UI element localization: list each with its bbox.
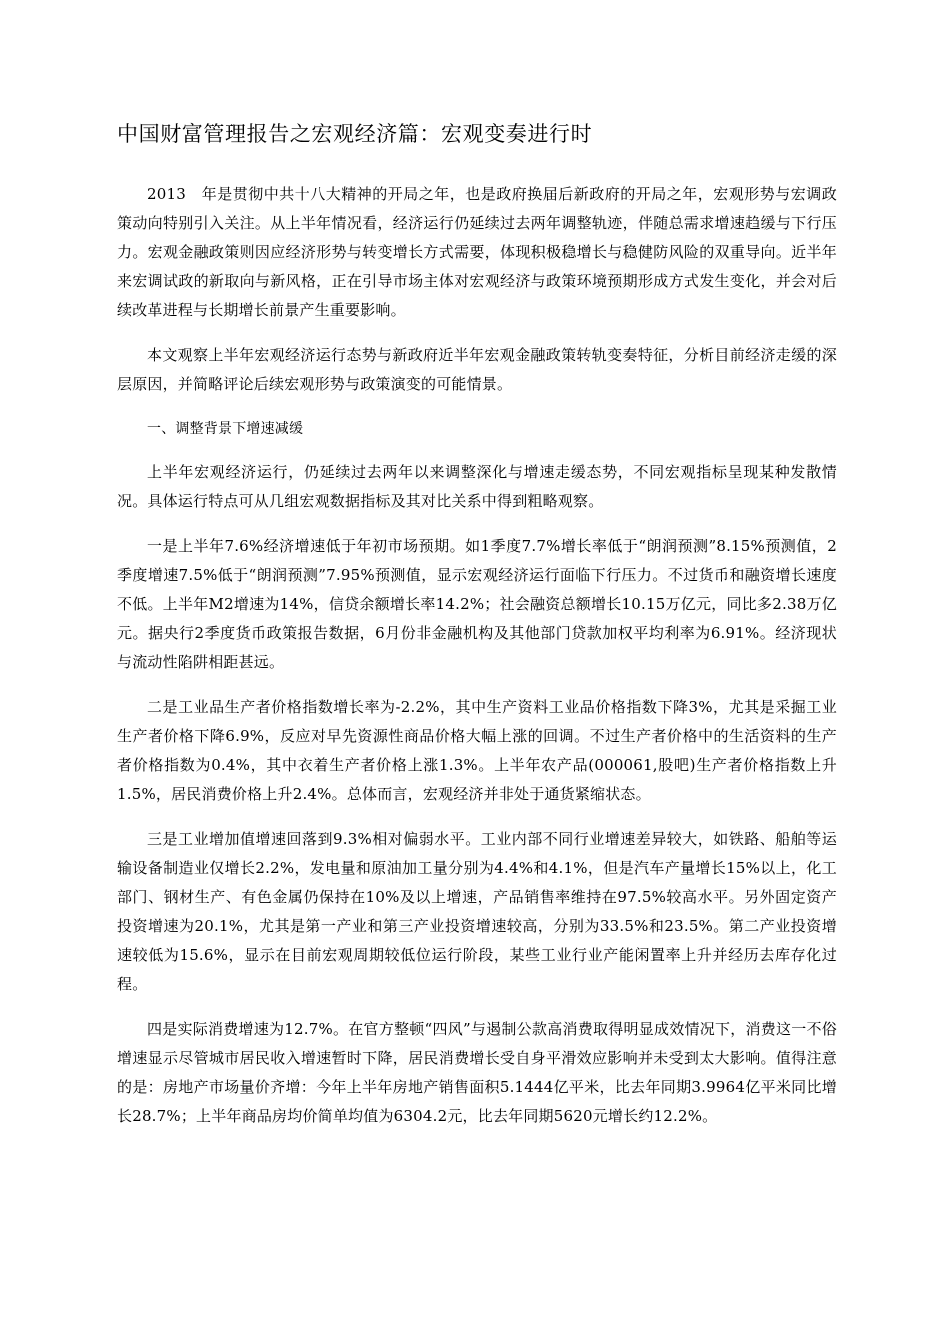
paragraph-section-intro: 上半年宏观经济运行，仍延续过去两年以来调整深化与增速走缓态势，不同宏观指标呈现某种发散情况。具体运行特点可从几组宏观数据指标及其对比关系中得到粗略观察。 [117,463,837,510]
document-body [117,180,837,1147]
paragraph-point-four: 四是实际消费增速为12.7%。在官方整顿“四风”与遏制公款高消费取得明显成效情况下，消费这一不俗增速显示尽管城市居民收入增速暂时下降，居民消费增长受自身平滑效应影响并未受到太大影响。值得注意的是：房地产市场量价齐增：今年上半年房地产销售面积5.1444亿平米，比去年同期3.9964亿平米同比增长28.7%；上半年商品房均价简单均值为6304.2元，比去年同期5620元增长约12.2%。 [117,1020,837,1125]
paragraph-point-one: 一是上半年7.6%经济增速低于年初市场预期。如1季度7.7%增长率低于“朗润预测”8.15%预测值，2季度增速7.5%低于“朗润预测”7.95%预测值，显示宏观经济运行面临下行压力。不过货币和融资增长速度不低。上半年M2增速为14%，信贷余额增长率14.2%；社会融资总额增长10.15万亿元，同比多2.38万亿元。据央行2季度货币政策报告数据，6月份非金融机构及其他部门贷款加权平均利率为6.91%。经济现状与流动性陷阱相距甚远。 [117,537,837,671]
paragraph-point-two: 二是工业品生产者价格指数增长率为-2.2%，其中生产资料工业品价格指数下降3%，尤其是采掘工业生产者价格下降6.9%，反应对早先资源性商品价格大幅上涨的回调。不过生产者价格中的生活资料的生产者价格指数为0.4%，其中衣着生产者价格上涨1.3%。上半年农产品(000061,股吧)生产者价格指数上升1.5%，居民消费价格上升2.4%。总体而言，宏观经济并非处于通货紧缩状态。 [117,698,837,803]
document-title: 中国财富管理报告之宏观经济篇：宏观变奏进行时 [117,122,593,146]
section-heading: 一、调整背景下增速减缓 [147,421,304,437]
paragraph-point-three: 三是工业增加值增速回落到9.3%相对偏弱水平。工业内部不同行业增速差异较大，如铁路、船舶等运输设备制造业仅增长2.2%，发电量和原油加工量分别为4.4%和4.1%，但是汽车产量增长15%以上，化工部门、钢材生产、有色金属仍保持在10%及以上增速，产品销售率维持在97.5%较高水平。另外固定资产投资增速为20.1%，尤其是第一产业和第三产业投资增速较高，分别为33.5%和23.5%。第二产业投资增速较低为15.6%，显示在目前宏观周期较低位运行阶段，某些工业行业产能闲置率上升并经历去库存化过程。 [117,830,837,993]
paragraph-intro: 2013 年是贯彻中共十八大精神的开局之年，也是政府换届后新政府的开局之年，宏观形势与宏调政策动向特别引入关注。从上半年情况看，经济运行仍延续过去两年调整轨迹，伴随总需求增速趋缓与下行压力。宏观金融政策则因应经济形势与转变增长方式需要，体现积极稳增长与稳健防风险的双重导向。近半年来宏调试政的新取向与新风格，正在引导市场主体对宏观经济与政策环境预期形成方式发生变化，并会对后续改革进程与长期增长前景产生重要影响。 [117,185,837,319]
paragraph-overview: 本文观察上半年宏观经济运行态势与新政府近半年宏观金融政策转轨变奏特征，分析目前经济走缓的深层原因，并简略评论后续宏观形势与政策演变的可能情景。 [117,346,837,393]
